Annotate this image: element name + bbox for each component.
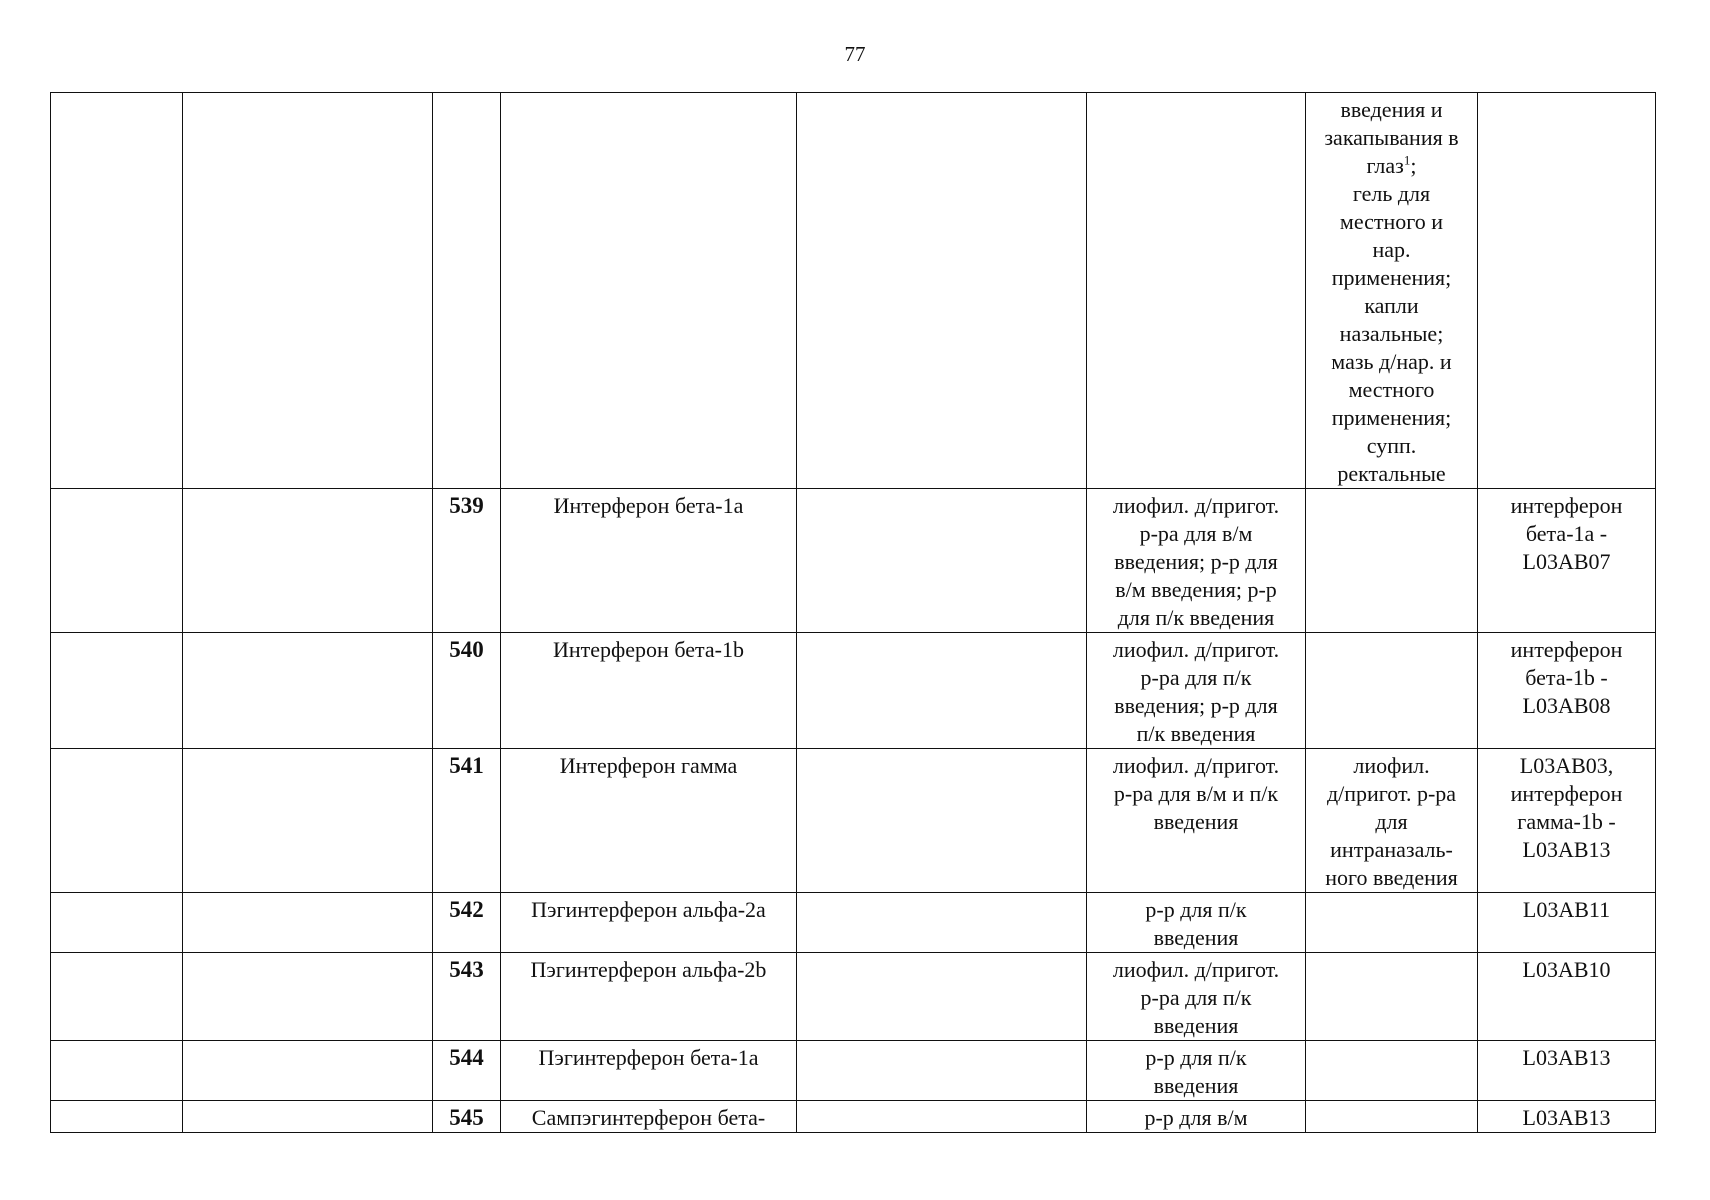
cell-empty xyxy=(183,489,433,633)
dosage-form-main xyxy=(1087,749,1306,893)
dosage-form-main-text: лиофил. д/пригот. р-ра для в/м и п/к введения xyxy=(1112,753,1280,834)
table-row xyxy=(51,749,1656,893)
cell-empty xyxy=(51,1101,183,1133)
dosage-form-other xyxy=(1306,489,1478,633)
dosage-form-other xyxy=(1306,633,1478,749)
page-number: 77 xyxy=(844,42,866,66)
atc-code-text: интерферон бета-1а - L03AB07 xyxy=(1510,493,1623,574)
row-number: 545 xyxy=(433,1101,501,1133)
cell-empty xyxy=(183,93,433,489)
cell-empty xyxy=(501,93,797,489)
cell-empty xyxy=(183,749,433,893)
drug-name: Интерферон бета-1b xyxy=(501,633,797,749)
cell-empty xyxy=(51,489,183,633)
atc-code-text: L03AB11 xyxy=(1522,897,1611,922)
atc-code-text: L03AB13 xyxy=(1522,1045,1611,1070)
atc-code xyxy=(1478,1041,1656,1101)
dosage-form-main-text: лиофил. д/пригот. р-ра для п/к введения; р-р для п/к введения xyxy=(1112,637,1280,746)
atc-code xyxy=(1478,633,1656,749)
dosage-form-main xyxy=(1087,489,1306,633)
dosage-form-main xyxy=(1087,953,1306,1041)
row-number: 541 xyxy=(433,749,501,893)
cell-empty xyxy=(51,953,183,1041)
cell-col5 xyxy=(797,1101,1087,1133)
table-row xyxy=(51,1101,1656,1133)
cell-col5 xyxy=(797,633,1087,749)
cell-empty xyxy=(51,633,183,749)
form-line: закапывания в xyxy=(1324,125,1459,150)
dosage-form-main-text: р-р для в/м xyxy=(1144,1105,1248,1130)
cell-empty xyxy=(183,1041,433,1101)
cell-col5 xyxy=(797,749,1087,893)
cell-empty xyxy=(51,93,183,489)
table-row xyxy=(51,489,1656,633)
table-row xyxy=(51,953,1656,1041)
cell-col5 xyxy=(797,489,1087,633)
cell-empty xyxy=(183,893,433,953)
dosage-form-other xyxy=(1306,953,1478,1041)
atc-code-text: интерферон бета-1b - L03AB08 xyxy=(1510,637,1623,718)
table-row xyxy=(51,893,1656,953)
cell-empty xyxy=(51,893,183,953)
drug-name: Пэгинтерферон бета-1а xyxy=(501,1041,797,1101)
dosage-form-main xyxy=(1087,1101,1306,1133)
cell-empty xyxy=(1478,93,1656,489)
drug-name: Интерферон гамма xyxy=(501,749,797,893)
cell-col5 xyxy=(797,893,1087,953)
cell-empty xyxy=(1087,93,1306,489)
atc-code xyxy=(1478,749,1656,893)
row-number: 539 xyxy=(433,489,501,633)
drug-name: Пэгинтерферон альфа-2b xyxy=(501,953,797,1041)
cell-col5 xyxy=(797,953,1087,1041)
atc-code xyxy=(1478,1101,1656,1133)
dosage-form-main xyxy=(1087,1041,1306,1101)
table-row-continuation xyxy=(51,93,1656,489)
cell-empty xyxy=(183,953,433,1041)
cell-empty xyxy=(797,93,1087,489)
dosage-form-other xyxy=(1306,1101,1478,1133)
table-row xyxy=(51,633,1656,749)
row-number: 542 xyxy=(433,893,501,953)
cell-empty xyxy=(51,749,183,893)
dosage-form-other-text: лиофил. д/пригот. р-ра для интраназаль- ного введения xyxy=(1325,753,1458,890)
dosage-form-main-text: р-р для п/к введения xyxy=(1145,1045,1247,1098)
drug-name: Интерферон бета-1а xyxy=(501,489,797,633)
dosage-form-main-text: р-р для п/к введения xyxy=(1145,897,1247,950)
table-row xyxy=(51,1041,1656,1101)
dosage-form-main-text: лиофил. д/пригот. р-ра для п/к введения xyxy=(1112,957,1280,1038)
drug-name: Сампэгинтерферон бета- xyxy=(501,1101,797,1133)
atc-code xyxy=(1478,953,1656,1041)
cell-dosage-form-other xyxy=(1306,93,1478,489)
cell-empty xyxy=(51,1041,183,1101)
row-number: 543 xyxy=(433,953,501,1041)
dosage-form-main xyxy=(1087,633,1306,749)
row-number: 544 xyxy=(433,1041,501,1101)
atc-code xyxy=(1478,893,1656,953)
dosage-form-other xyxy=(1306,1041,1478,1101)
form-line: введения и xyxy=(1340,97,1443,122)
drug-name: Пэгинтерферон альфа-2а xyxy=(501,893,797,953)
atc-code-text: L03AB10 xyxy=(1522,957,1611,982)
atc-code-text: L03AB03, интерферон гамма-1b - L03AB13 xyxy=(1510,753,1623,862)
form-line: глаз xyxy=(1366,153,1404,178)
dosage-form-other xyxy=(1306,749,1478,893)
dosage-form-other xyxy=(1306,893,1478,953)
cell-empty xyxy=(433,93,501,489)
form-rest: ; гель для местного и нар. применения; капли назальные; мазь д/нар. и местного применения; супп. ректальные xyxy=(1331,153,1452,486)
dosage-form-main-text: лиофил. д/пригот. р-ра для в/м введения; р-р для в/м введения; р-р для п/к введения xyxy=(1112,493,1280,630)
row-number: 540 xyxy=(433,633,501,749)
drug-table xyxy=(50,92,1656,1133)
cell-col5 xyxy=(797,1041,1087,1101)
atc-code-text: L03AB13 xyxy=(1522,1105,1611,1130)
atc-code xyxy=(1478,489,1656,633)
dosage-form-main xyxy=(1087,893,1306,953)
cell-empty xyxy=(183,1101,433,1133)
cell-empty xyxy=(183,633,433,749)
footnote-marker: 1 xyxy=(1403,152,1411,168)
